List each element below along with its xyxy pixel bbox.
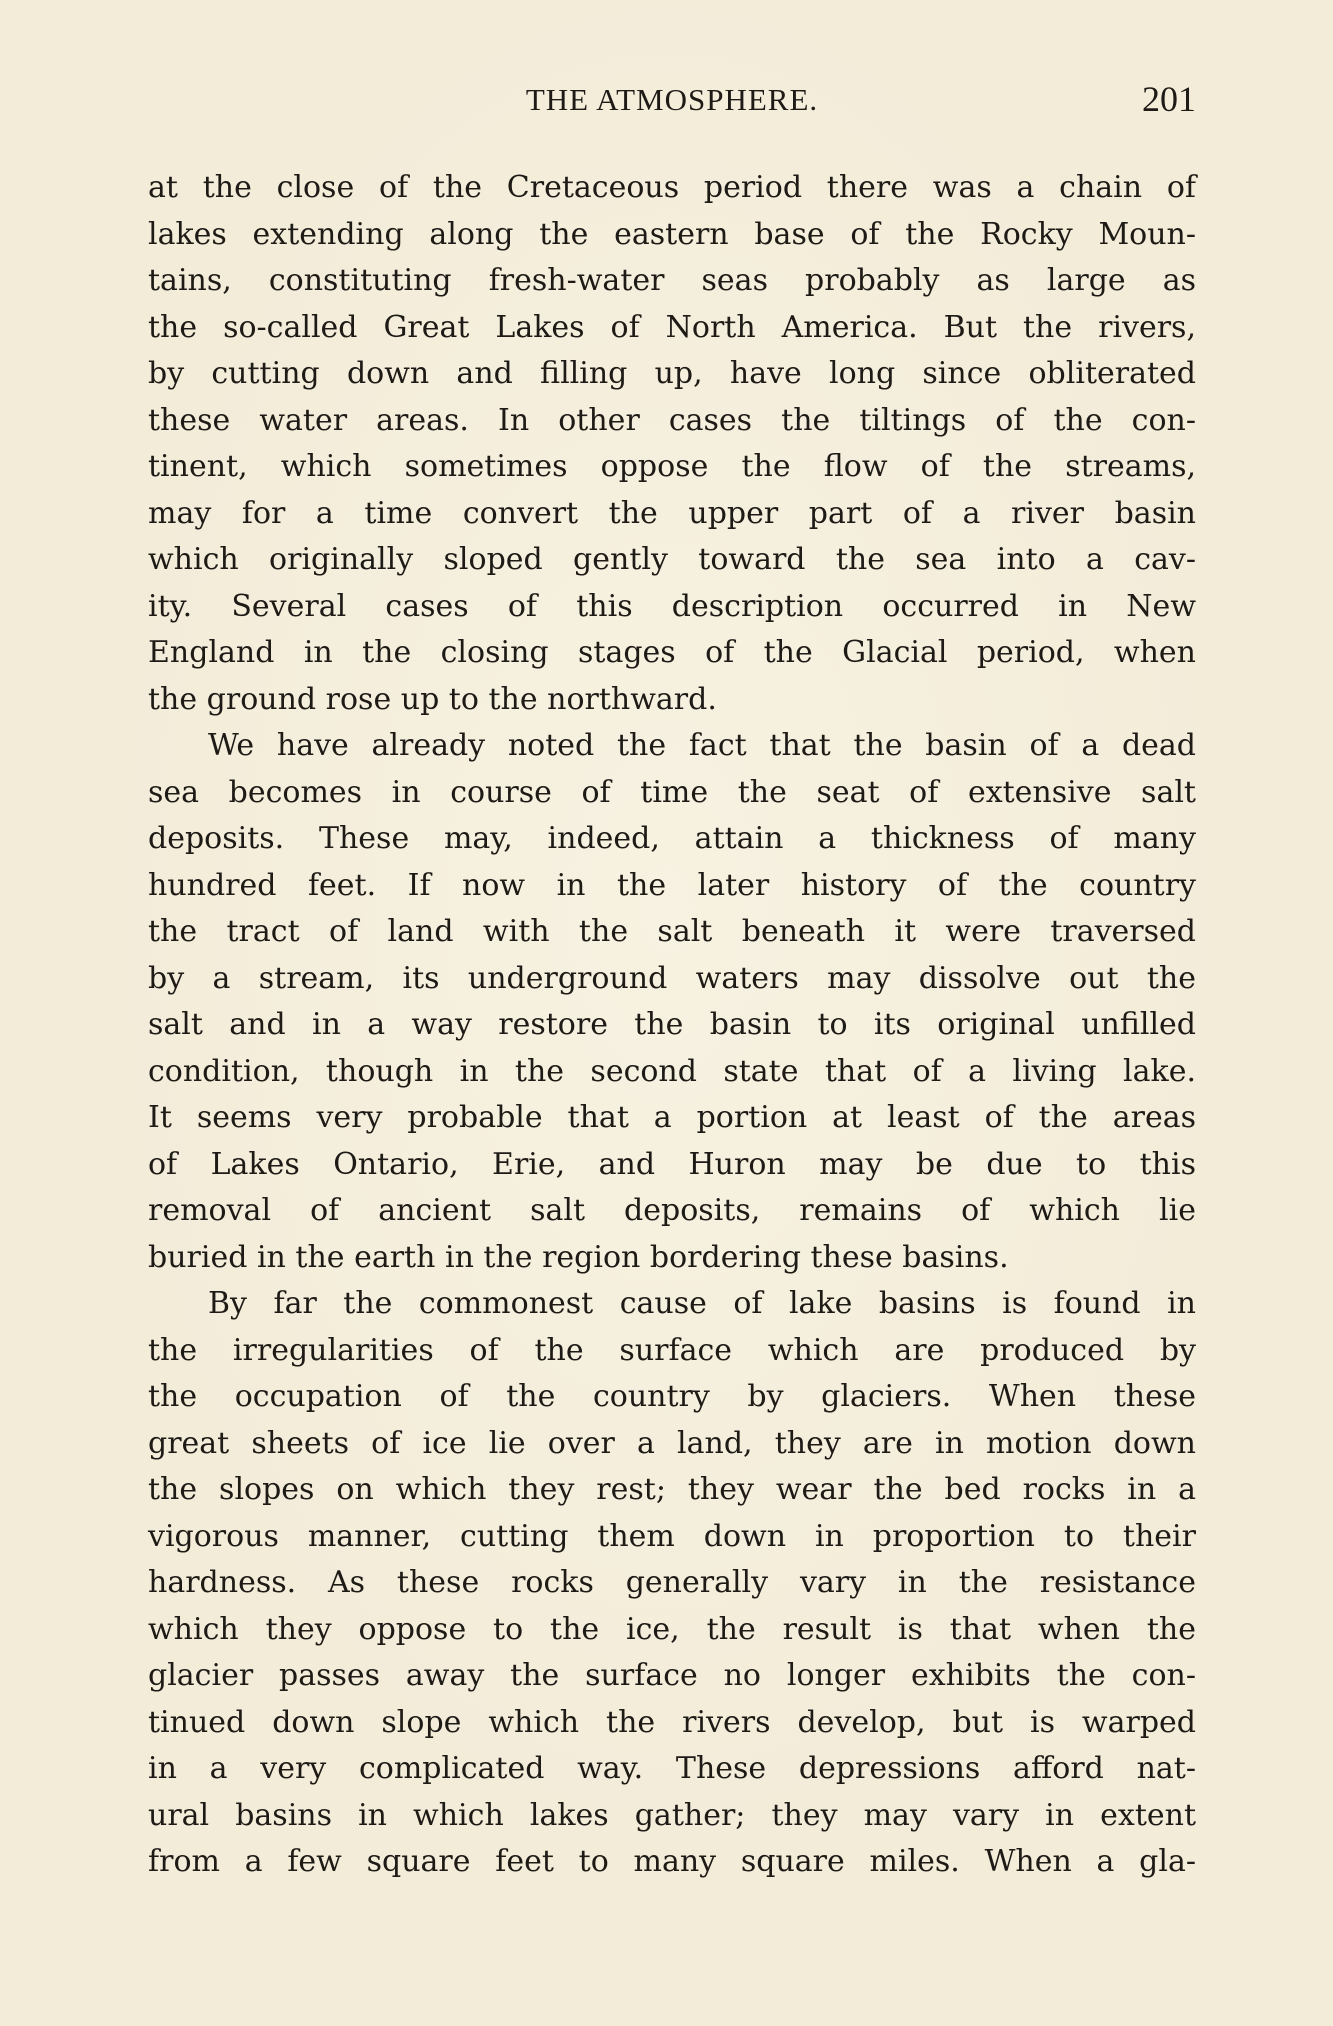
text-line: the irregularities of the surface which are produced by	[148, 1332, 1196, 1368]
text-line: tinent, which sometimes oppose the flow of the streams,	[148, 449, 1196, 484]
text-line: ural basins in which lakes gather; they may vary in extent	[148, 1797, 1196, 1833]
paragraph-end-line: buried in the earth in the region bordering these basins.	[148, 1239, 1009, 1275]
text-line: by cutting down and filling up, have long since obliterated	[148, 356, 1196, 391]
running-title: THE ATMOSPHERE.	[525, 82, 819, 117]
text-line: tains, constituting fresh-water seas probably as large as	[148, 263, 1196, 298]
text-line: England in the closing stages of the Glacial period, when	[148, 635, 1196, 670]
text-line: great sheets of ice lie over a land, they are in motion down	[148, 1425, 1196, 1461]
text-line: tinued down slope which the rivers develop, but is warped	[148, 1704, 1196, 1740]
text-line: glacier passes away the surface no longer exhibits the con-	[148, 1658, 1196, 1693]
paragraph-end-line: the ground rose up to the northward.	[148, 681, 717, 717]
paragraph-start-line: By far the commonest cause of lake basins is found in	[208, 1286, 1196, 1321]
text-line: by a stream, its underground waters may dissolve out the	[148, 960, 1196, 996]
body-text	[148, 165, 1196, 1886]
text-line: hundred feet. If now in the later history of the country	[148, 867, 1196, 903]
text-line: It seems very probable that a portion at least of the areas	[148, 1100, 1196, 1135]
text-line: at the close of the Cretaceous period there was a chain of	[148, 170, 1196, 205]
running-head	[148, 78, 1196, 128]
page-number: 201	[1142, 79, 1196, 119]
text-line: which originally sloped gently toward the sea into a cav-	[148, 542, 1196, 577]
text-line: of Lakes Ontario, Erie, and Huron may be due to this	[148, 1146, 1196, 1182]
paragraph-start-line: We have already noted the fact that the basin of a dead	[208, 728, 1196, 763]
text-line: in a very complicated way. These depressions afford nat-	[148, 1751, 1196, 1786]
text-line: vigorous manner, cutting them down in proportion to their	[148, 1518, 1196, 1554]
text-line: sea becomes in course of time the seat of extensive salt	[148, 774, 1196, 810]
text-line: the tract of land with the salt beneath it were traversed	[148, 914, 1196, 949]
text-line: these water areas. In other cases the tiltings of the con-	[148, 402, 1196, 438]
text-line: salt and in a way restore the basin to its original unfilled	[148, 1007, 1196, 1042]
text-line: ity. Several cases of this description occurred in New	[148, 588, 1196, 624]
text-line: removal of ancient salt deposits, remains of which lie	[148, 1193, 1196, 1228]
text-line: the occupation of the country by glaciers. When these	[148, 1379, 1196, 1414]
text-line: deposits. These may, indeed, attain a thickness of many	[148, 821, 1196, 856]
text-line: the slopes on which they rest; they wear the bed rocks in a	[148, 1472, 1196, 1507]
text-line: may for a time convert the upper part of a river basin	[148, 495, 1196, 531]
text-line: which they oppose to the ice, the result is that when the	[148, 1611, 1196, 1647]
text-line: hardness. As these rocks generally vary in the resistance	[148, 1565, 1196, 1600]
text-line: the so-called Great Lakes of North America. But the rivers,	[148, 309, 1196, 345]
text-line: lakes extending along the eastern base of the Rocky Moun-	[148, 216, 1196, 252]
text-line: from a few square feet to many square miles. When a gla-	[148, 1844, 1196, 1879]
text-line: condition, though in the second state that of a living lake.	[148, 1053, 1196, 1089]
